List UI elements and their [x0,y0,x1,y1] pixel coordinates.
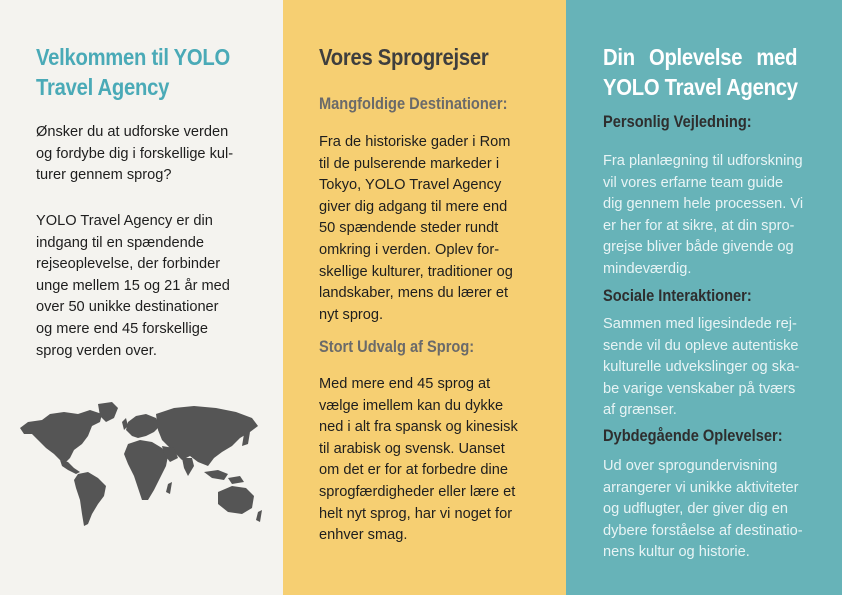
languages-text: Med mere end 45 sprog at vælge imellem kan du dykke ned i alt fra spansk og kinesisk til arabisk og svensk. Uanset om det er for at forbedre dine sprogfærdigheder eller lære et helt nyt sprog, har vi noget for enhver smag. [319,376,518,544]
experience-title: Din Oplevelse med YOLO Travel Agency [603,44,798,100]
guidance-heading: Personlig Vejledning: [603,112,752,131]
world-map-icon [18,400,266,530]
destinations-text: Fra de historiske gader i Rom til de pulserende markeder i Tokyo, YOLO Travel Agency giver dig adgang til mere end 50 spændende steder rundt omkring i verden. Oplev for- skellige kulturer, traditioner og landskaber, mens du lærer et nyt sprog. [319,134,513,323]
agency-description: YOLO Travel Agency er din indgang til en spændende rejseoplevelse, der forbinder unge mellem 15 og 21 år med over 50 unikke destinationer og mere end 45 forskellige sprog verden over. [36,213,230,359]
language-trips-panel [283,0,566,595]
welcome-panel [0,0,283,595]
destinations-heading: Mangfoldige Destinationer: [319,94,508,113]
social-heading: Sociale Interaktioner: [603,286,752,305]
welcome-title: Velkommen til YOLO Travel Agency [36,44,230,100]
languages-heading: Stort Udvalg af Sprog: [319,337,475,356]
experience-panel [566,0,842,595]
deep-experiences-text: Ud over sprogundervisning arrangerer vi unikke aktiviteter og udflugter, der giver dig en dybere forståelse af destinatio- nens kultur og historie. [603,458,803,561]
social-text: Sammen med ligesindede rej- sende vil du opleve autentiske kulturelle udvekslinger og ska- be varige venskaber på tværs af grænser. [603,316,800,419]
intro-paragraph: Ønsker du at udforske verden og fordybe dig i forskellige kul- turer gennem sprog? [36,124,234,184]
deep-experiences-heading: Dybdegående Oplevelser: [603,426,783,445]
language-trips-title: Vores Sprogrejser [319,44,489,70]
guidance-text: Fra planlægning til udforskning vil vores erfarne team guide dig gennem hele processen. Vi er her for at sikre, at din spro- grejse bliver både givende og mindeværdig. [603,153,804,277]
